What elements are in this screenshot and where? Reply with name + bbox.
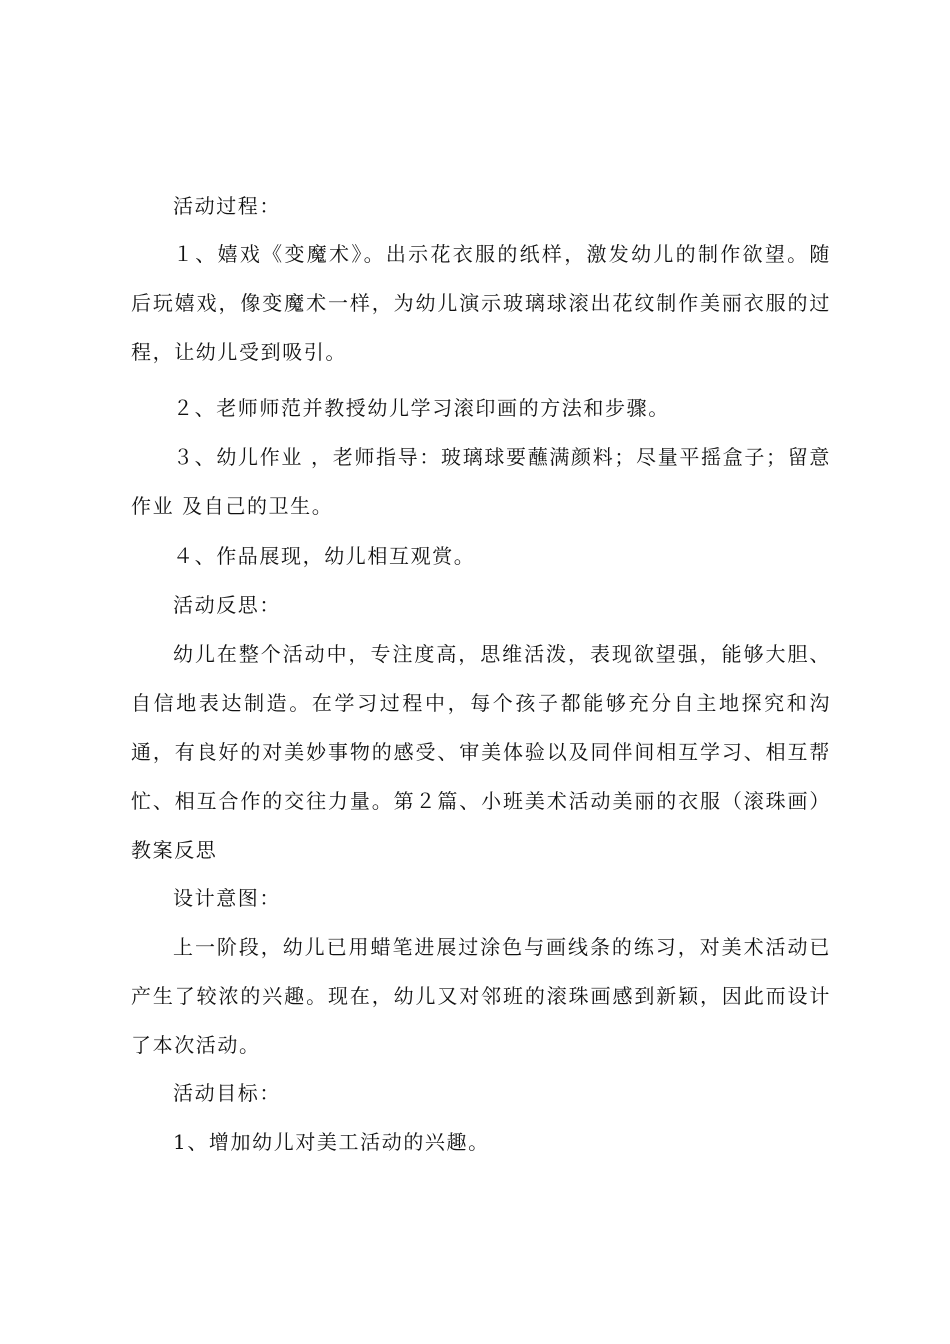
heading-activity-process: 活动过程：	[173, 194, 281, 218]
step-2-paragraph: ２、老师师范并教授幼儿学习滚印画的方法和步骤。	[173, 396, 670, 420]
heading-activity-reflection: 活动反思：	[173, 593, 281, 617]
step-4-paragraph: ４、作品展现，幼儿相互观赏。	[173, 544, 476, 568]
goal-1-paragraph: 1、增加幼儿对美工活动的兴趣。	[173, 1130, 490, 1154]
step-3-paragraph: ３、幼儿作业 ，老师指导：玻璃球要蘸满颜料；尽量平摇盒子；留意作业 及自己的卫生。	[131, 445, 831, 518]
heading-activity-goals: 活动目标：	[173, 1081, 281, 1105]
step-1-paragraph: １、嬉戏《变魔术》。出示花衣服的纸样，激发幼儿的制作欲望。随后玩嬉戏，像变魔术一样，为幼儿演示玻璃球滚出花纹制作美丽衣服的过程，让幼儿受到吸引。	[131, 242, 831, 364]
heading-design-intent: 设计意图：	[173, 886, 281, 910]
design-intent-paragraph: 上一阶段，幼儿已用蜡笔进展过涂色与画线条的练习，对美术活动已产生了较浓的兴趣。现在，幼儿又对邻班的滚珠画感到新颖，因此而设计了本次活动。	[131, 935, 831, 1057]
reflection-paragraph: 幼儿在整个活动中，专注度高，思维活泼，表现欲望强，能够大胆、自信地表达制造。在学习过程中，每个孩子都能够充分自主地探究和沟通，有良好的对美妙事物的感受、审美体验以及同伴间相互学习、相互帮忙、相互合作的交往力量。第２篇、小班美术活动美丽的衣服（滚珠画）教案反思	[131, 642, 831, 862]
